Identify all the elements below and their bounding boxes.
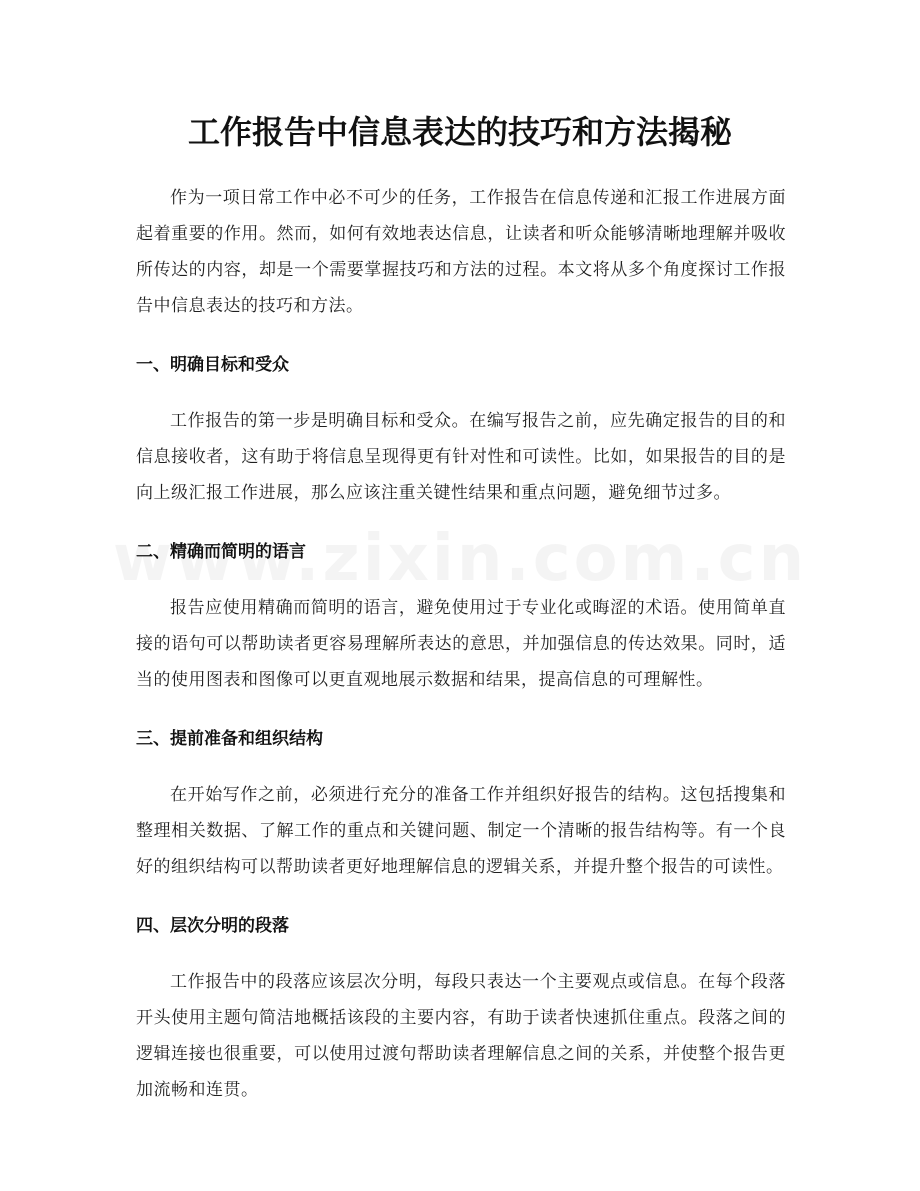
page-title: 工作报告中信息表达的技巧和方法揭秘 xyxy=(187,113,732,151)
section-paragraph-1: 工作报告的第一步是明确目标和受众。在编写报告之前，应先确定报告的目的和信息接收者，这有助于将信息呈现得更有针对性和可读性。比如，如果报告的目的是向上级汇报工作进展，那么应该注重关键性结果和重点问题，避免细节过多。 xyxy=(136,411,786,503)
document-body xyxy=(136,180,786,1108)
section-heading-3: 三、提前准备和组织结构 xyxy=(136,729,323,749)
section-heading-4: 四、层次分明的段落 xyxy=(136,916,289,936)
section-heading-1: 一、明确目标和受众 xyxy=(136,355,289,375)
intro-paragraph: 作为一项日常工作中必不可少的任务，工作报告在信息传递和汇报工作进展方面起着重要的作用。然而，如何有效地表达信息，让读者和听众能够清晰地理解并吸收所传达的内容，却是一个需要掌握技巧和方法的过程。本文将从多个角度探讨工作报告中信息表达的技巧和方法。 xyxy=(136,188,786,316)
section-heading-2: 二、精确而简明的语言 xyxy=(136,542,306,562)
section-paragraph-3: 在开始写作之前，必须进行充分的准备工作并组织好报告的结构。这包括搜集和整理相关数据、了解工作的重点和关键问题、制定一个清晰的报告结构等。有一个良好的组织结构可以帮助读者更好地理解信息的逻辑关系，并提升整个报告的可读性。 xyxy=(136,785,786,877)
section-paragraph-2: 报告应使用精确而简明的语言，避免使用过于专业化或晦涩的术语。使用简单直接的语句可以帮助读者更容易理解所表达的意思，并加强信息的传达效果。同时，适当的使用图表和图像可以更直观地展示数据和结果，提高信息的可理解性。 xyxy=(136,598,786,690)
section-paragraph-4: 工作报告中的段落应该层次分明，每段只表达一个主要观点或信息。在每个段落开头使用主题句简洁地概括该段的主要内容，有助于读者快速抓住重点。段落之间的逻辑连接也很重要，可以使用过渡句帮助读者理解信息之间的关系，并使整个报告更加流畅和连贯。 xyxy=(136,972,786,1100)
